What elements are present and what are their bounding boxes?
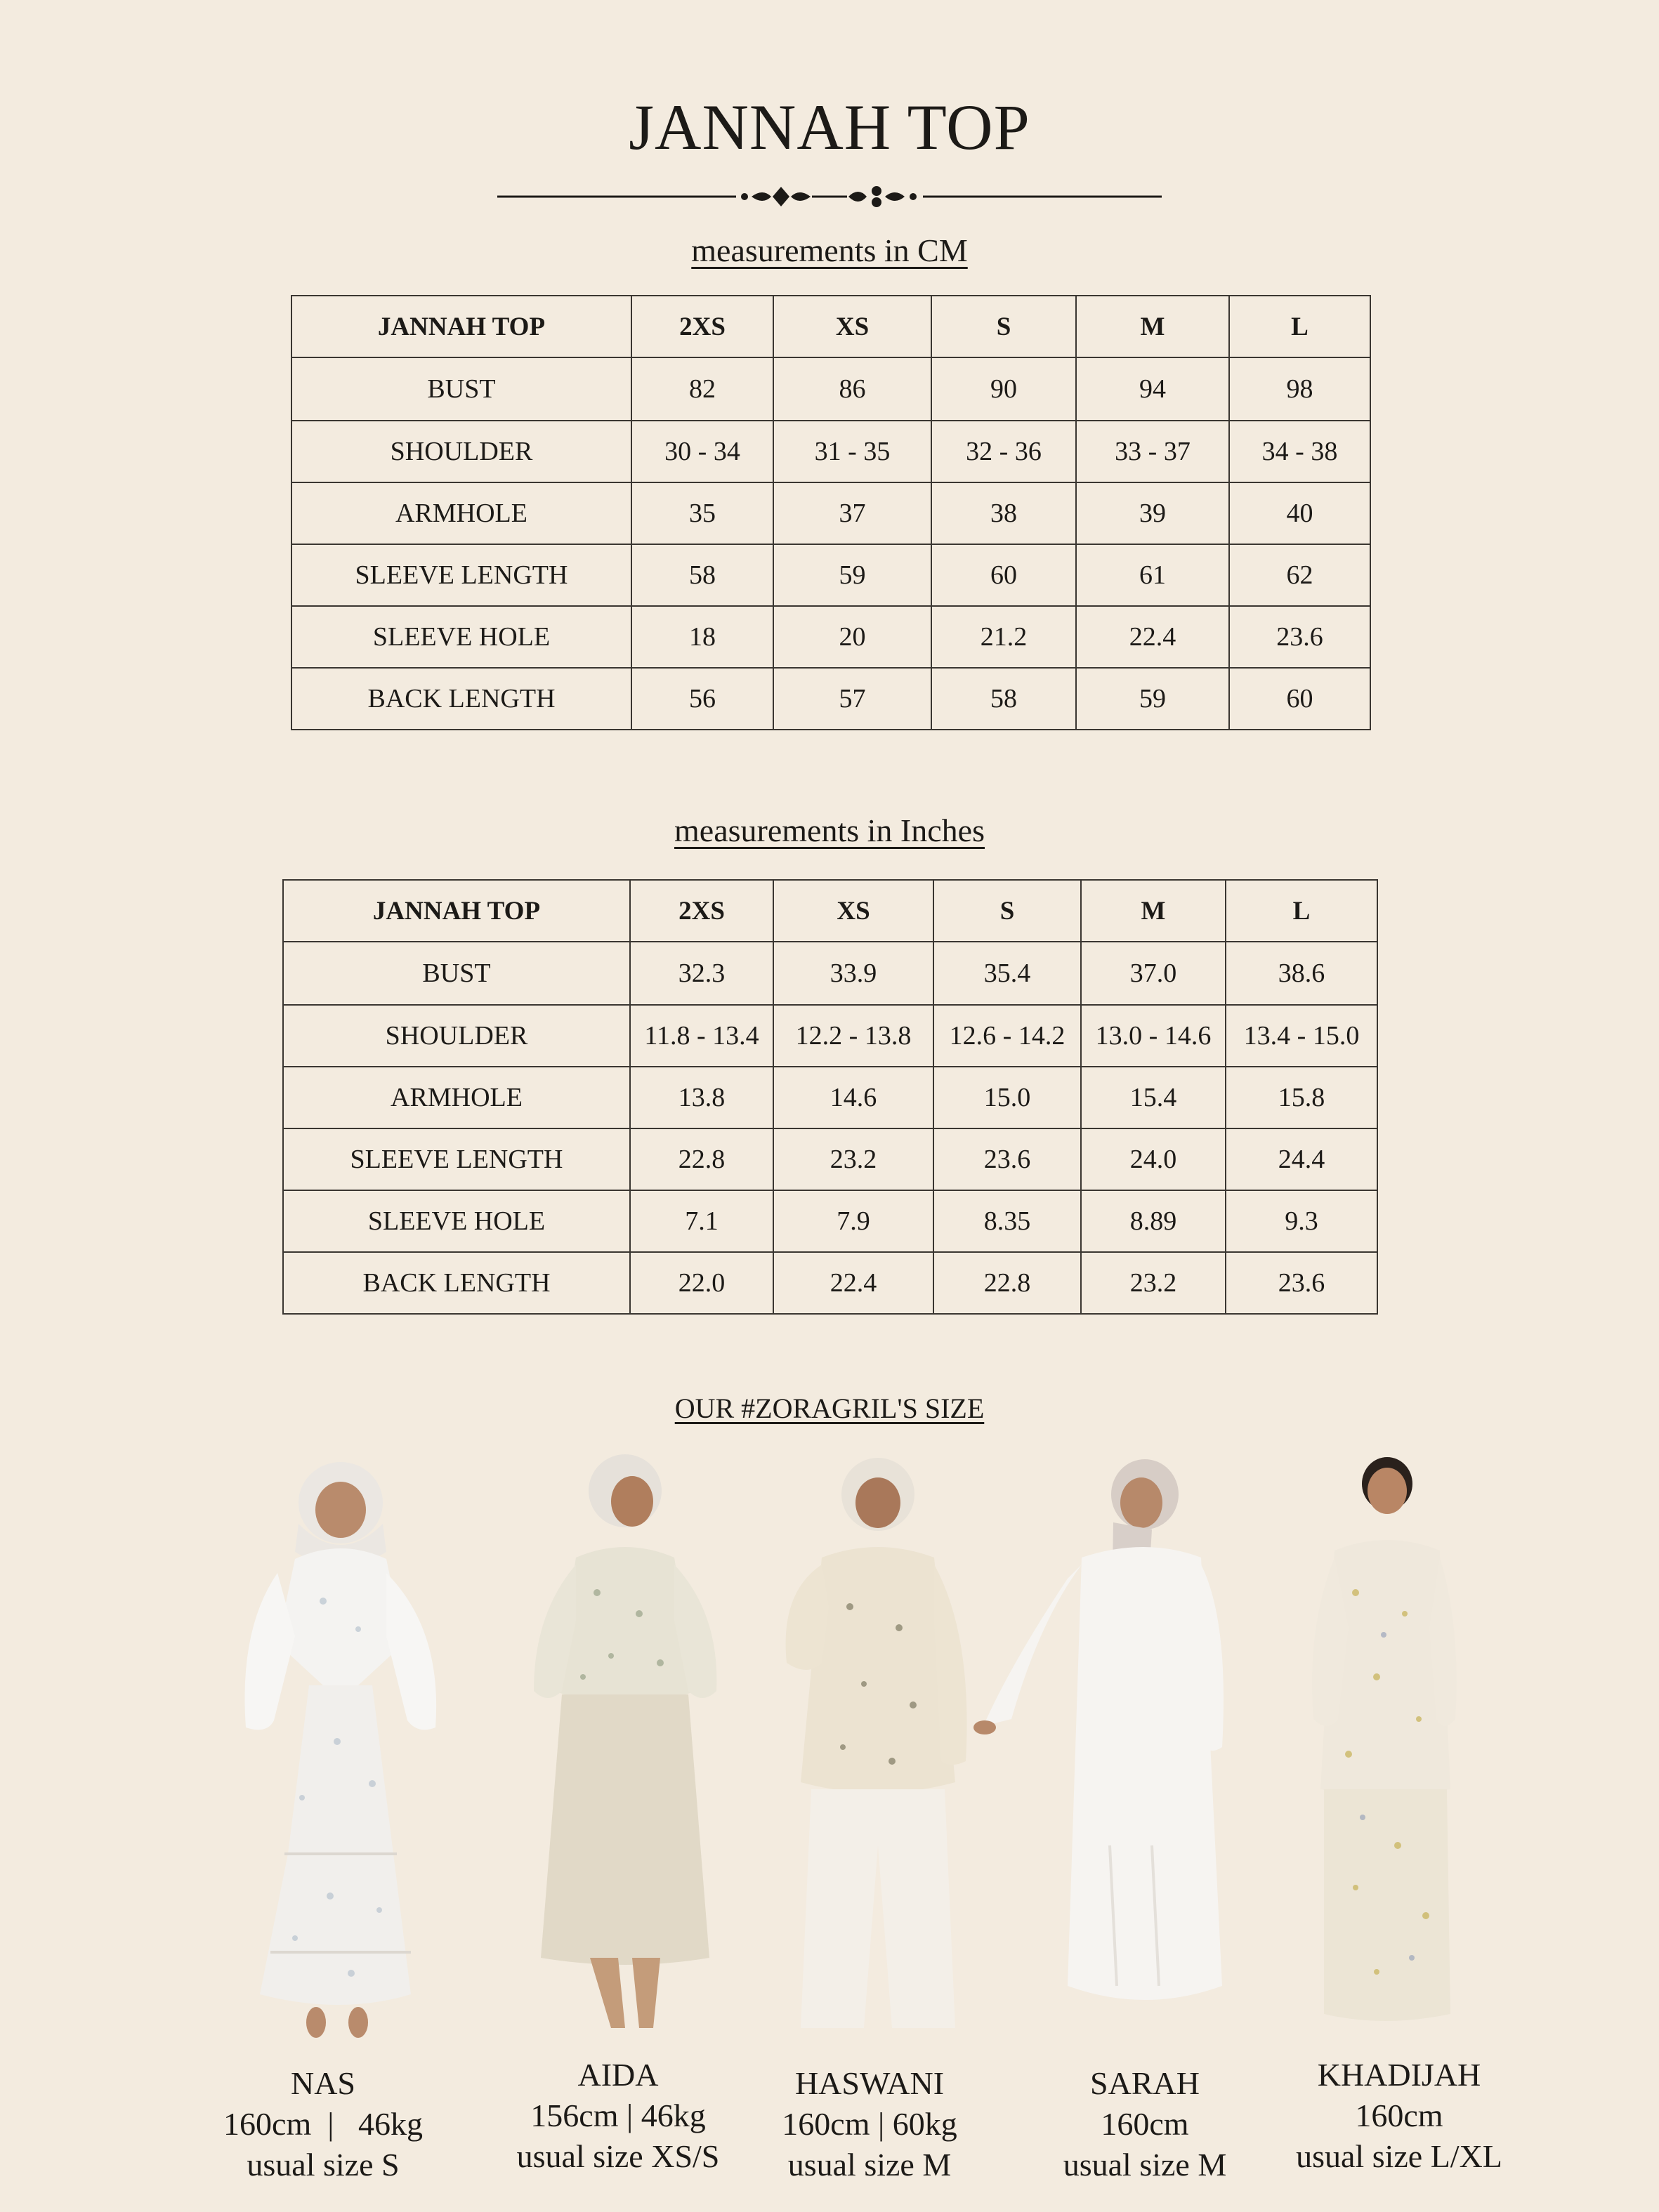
header-cell: L (1226, 880, 1377, 942)
model-caption-nas (183, 2063, 464, 2185)
table-cell: 15.0 (933, 1067, 1081, 1128)
header-cell: 2XS (630, 880, 773, 942)
models-heading: OUR #ZORAGRIL'S SIZE (674, 1393, 985, 1424)
table-cell: 38 (931, 482, 1076, 544)
table-header-row (291, 296, 1370, 357)
model-usual-size: usual size M (787, 2147, 952, 2183)
row-label: SLEEVE LENGTH (283, 1128, 630, 1190)
header-cell: XS (773, 880, 933, 942)
table-cell: 57 (773, 668, 931, 730)
header-cell: M (1081, 880, 1226, 942)
table-cell: 23.6 (1229, 606, 1370, 668)
row-label: ARMHOLE (283, 1067, 630, 1128)
inch-size-table (282, 879, 1378, 1315)
row-label: SLEEVE HOLE (291, 606, 631, 668)
model-stats: 160cm (1355, 2098, 1443, 2133)
table-cell: 22.4 (773, 1252, 933, 1314)
header-cell: M (1076, 296, 1229, 357)
cm-section-heading: measurements in CM (691, 232, 968, 268)
table-cell: 39 (1076, 482, 1229, 544)
table-cell: 8.89 (1081, 1190, 1226, 1252)
table-cell: 14.6 (773, 1067, 933, 1128)
table-row (291, 421, 1370, 482)
header-cell: JANNAH TOP (283, 880, 630, 942)
table-row (291, 357, 1370, 421)
table-row (283, 1005, 1377, 1067)
model-photo-haswani (780, 1452, 976, 2042)
table-cell: 23.6 (933, 1128, 1081, 1190)
table-cell: 34 - 38 (1229, 421, 1370, 482)
ornamental-divider (497, 181, 1162, 212)
row-label: BUST (283, 942, 630, 1005)
model-photo-khadijah (1299, 1452, 1461, 2042)
table-cell: 86 (773, 357, 931, 421)
table-cell: 24.0 (1081, 1128, 1226, 1190)
model-usual-size: usual size L/XL (1296, 2138, 1502, 2174)
table-cell: 59 (773, 544, 931, 606)
table-row (283, 1067, 1377, 1128)
table-cell: 32.3 (630, 942, 773, 1005)
table-cell: 7.9 (773, 1190, 933, 1252)
table-row (283, 1190, 1377, 1252)
table-header-row (283, 880, 1377, 942)
table-cell: 11.8 - 13.4 (630, 1005, 773, 1067)
table-cell: 22.4 (1076, 606, 1229, 668)
table-cell: 22.8 (933, 1252, 1081, 1314)
table-cell: 33.9 (773, 942, 933, 1005)
table-cell: 23.2 (773, 1128, 933, 1190)
model-stats: 160cm (1101, 2106, 1189, 2142)
table-cell: 82 (631, 357, 773, 421)
table-cell: 60 (1229, 668, 1370, 730)
model-name: AIDA (577, 2057, 659, 2093)
table-cell: 13.8 (630, 1067, 773, 1128)
table-cell: 90 (931, 357, 1076, 421)
table-cell: 59 (1076, 668, 1229, 730)
table-cell: 13.0 - 14.6 (1081, 1005, 1226, 1067)
table-cell: 94 (1076, 357, 1229, 421)
table-cell: 61 (1076, 544, 1229, 606)
table-row (283, 942, 1377, 1005)
model-usual-size: usual size M (1063, 2147, 1227, 2183)
header-cell: L (1229, 296, 1370, 357)
row-label: BACK LENGTH (283, 1252, 630, 1314)
table-cell: 9.3 (1226, 1190, 1377, 1252)
model-stats: 160cm | 60kg (782, 2106, 957, 2142)
model-stats: 156cm | 46kg (530, 2098, 706, 2133)
row-label: BUST (291, 357, 631, 421)
model-photo-sarah (969, 1452, 1236, 2042)
table-row (283, 1252, 1377, 1314)
table-cell: 8.35 (933, 1190, 1081, 1252)
table-cell: 12.2 - 13.8 (773, 1005, 933, 1067)
page-title: JANNAH TOP (629, 91, 1030, 163)
table-row (291, 668, 1370, 730)
table-cell: 58 (631, 544, 773, 606)
table-cell: 31 - 35 (773, 421, 931, 482)
header-cell: JANNAH TOP (291, 296, 631, 357)
table-cell: 60 (931, 544, 1076, 606)
table-cell: 15.4 (1081, 1067, 1226, 1128)
model-caption-sarah (1004, 2063, 1285, 2185)
table-cell: 38.6 (1226, 942, 1377, 1005)
row-label: SHOULDER (283, 1005, 630, 1067)
cm-size-table (291, 295, 1371, 730)
header-cell: S (933, 880, 1081, 942)
table-cell: 98 (1229, 357, 1370, 421)
model-usual-size: usual size XS/S (516, 2138, 720, 2174)
table-cell: 15.8 (1226, 1067, 1377, 1128)
table-row (291, 482, 1370, 544)
table-cell: 35 (631, 482, 773, 544)
table-cell: 40 (1229, 482, 1370, 544)
table-cell: 62 (1229, 544, 1370, 606)
row-label: BACK LENGTH (291, 668, 631, 730)
model-name: SARAH (1090, 2065, 1200, 2101)
table-cell: 13.4 - 15.0 (1226, 1005, 1377, 1067)
header-cell: XS (773, 296, 931, 357)
model-caption-aida (478, 2055, 759, 2177)
table-cell: 18 (631, 606, 773, 668)
row-label: ARMHOLE (291, 482, 631, 544)
model-name: KHADIJAH (1317, 2057, 1481, 2093)
table-cell: 24.4 (1226, 1128, 1377, 1190)
table-cell: 12.6 - 14.2 (933, 1005, 1081, 1067)
table-cell: 35.4 (933, 942, 1081, 1005)
header-cell: S (931, 296, 1076, 357)
table-cell: 23.2 (1081, 1252, 1226, 1314)
model-usual-size: usual size S (247, 2147, 400, 2183)
model-photo-aida (520, 1452, 730, 2042)
table-cell: 33 - 37 (1076, 421, 1229, 482)
model-stats: 160cm | 46kg (223, 2106, 423, 2142)
row-label: SHOULDER (291, 421, 631, 482)
inch-section-heading: measurements in Inches (674, 812, 985, 848)
header-cell: 2XS (631, 296, 773, 357)
table-row (291, 544, 1370, 606)
model-name: HASWANI (794, 2065, 945, 2101)
table-cell: 7.1 (630, 1190, 773, 1252)
model-caption-haswani (729, 2063, 1010, 2185)
table-cell: 22.8 (630, 1128, 773, 1190)
table-cell: 22.0 (630, 1252, 773, 1314)
table-row (291, 606, 1370, 668)
table-cell: 58 (931, 668, 1076, 730)
table-cell: 37.0 (1081, 942, 1226, 1005)
model-caption-khadijah (1259, 2055, 1540, 2177)
model-photo-nas (218, 1461, 464, 2058)
table-cell: 30 - 34 (631, 421, 773, 482)
table-cell: 32 - 36 (931, 421, 1076, 482)
model-name: NAS (290, 2065, 356, 2101)
table-cell: 56 (631, 668, 773, 730)
table-cell: 37 (773, 482, 931, 544)
row-label: SLEEVE HOLE (283, 1190, 630, 1252)
table-cell: 20 (773, 606, 931, 668)
table-cell: 21.2 (931, 606, 1076, 668)
row-label: SLEEVE LENGTH (291, 544, 631, 606)
table-cell: 23.6 (1226, 1252, 1377, 1314)
table-row (283, 1128, 1377, 1190)
